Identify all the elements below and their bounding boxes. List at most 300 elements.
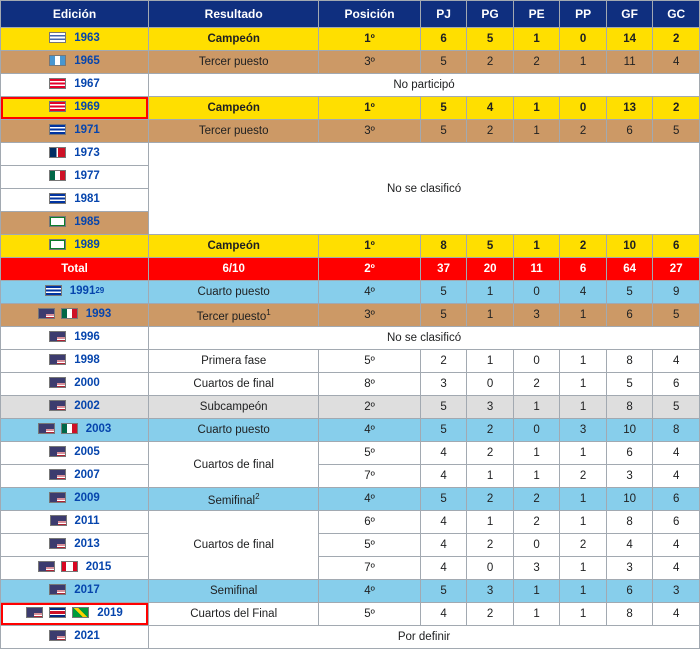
result-label: Cuarto puesto	[197, 286, 270, 298]
pe-cell: 0	[513, 534, 560, 557]
pp-cell: 4	[560, 281, 607, 304]
flag-icon-us	[49, 630, 66, 641]
edition-year: 1969	[74, 100, 100, 113]
flag-group	[49, 78, 70, 89]
table-row	[1, 97, 700, 120]
flag-icon-cu	[49, 124, 66, 135]
pos-cell: 5º	[319, 442, 421, 465]
table-head	[1, 1, 700, 28]
table-row	[1, 304, 700, 327]
edition-cell[interactable]	[1, 51, 149, 74]
pp-cell: 1	[560, 51, 607, 74]
pg-cell: 5	[467, 235, 514, 258]
edition-cell[interactable]	[1, 143, 149, 166]
pos-cell: 1º	[319, 28, 421, 51]
gf-cell: 6	[606, 120, 653, 143]
edition-cell[interactable]	[1, 235, 149, 258]
pp-cell: 1	[560, 557, 607, 580]
edition-year: 1993	[85, 307, 112, 320]
column-header-gc: GC	[653, 1, 700, 28]
edition-cell[interactable]	[1, 557, 149, 580]
edition-cell[interactable]	[1, 534, 149, 557]
pj-cell: 4	[420, 534, 467, 557]
result-cell	[149, 51, 319, 74]
flag-icon-cr	[49, 607, 66, 618]
table-row	[1, 396, 700, 419]
flag-group	[49, 538, 70, 549]
edition-year: Total	[61, 263, 88, 275]
result-footnote[interactable]: 1	[266, 307, 271, 317]
gf-cell: 5	[606, 281, 653, 304]
column-header-pj: PJ	[420, 1, 467, 28]
flag-icon-jm	[72, 607, 89, 618]
gf-cell: 14	[606, 28, 653, 51]
pe-cell: 1	[513, 97, 560, 120]
pe-cell: 2	[513, 373, 560, 396]
edition-cell[interactable]	[1, 97, 149, 120]
table-header-row	[1, 1, 700, 28]
edition-cell[interactable]	[1, 350, 149, 373]
pp-cell: 1	[560, 350, 607, 373]
column-header-pg: PG	[467, 1, 514, 28]
result-label: Campeón	[207, 240, 260, 252]
table-row	[1, 488, 700, 511]
pos-cell: 8º	[319, 373, 421, 396]
pp-cell: 2	[560, 120, 607, 143]
edition-cell[interactable]	[1, 419, 149, 442]
pg-cell: 1	[467, 350, 514, 373]
flag-group	[49, 32, 70, 43]
table-row	[1, 580, 700, 603]
pp-cell: 2	[560, 534, 607, 557]
table-row	[1, 143, 700, 166]
flag-icon-pr	[49, 101, 66, 112]
edition-year: 2017	[74, 583, 100, 596]
flag-group	[49, 55, 70, 66]
result-label: Campeón	[207, 33, 260, 45]
flag-icon-us	[49, 446, 66, 457]
pos-cell: 4º	[319, 419, 421, 442]
flag-icon-mx	[61, 308, 78, 319]
result-label: Subcampeón	[199, 401, 268, 413]
column-header-pe: PE	[513, 1, 560, 28]
pj-cell: 4	[420, 511, 467, 534]
pg-cell: 1	[467, 304, 514, 327]
flag-icon-cu	[49, 193, 66, 204]
pp-cell: 1	[560, 511, 607, 534]
pp-cell: 2	[560, 465, 607, 488]
flag-icon-us	[49, 538, 66, 549]
edition-year: 1985	[74, 215, 100, 228]
flag-group	[49, 446, 70, 457]
table-row	[1, 327, 700, 350]
table-row	[1, 373, 700, 396]
pp-cell: 0	[560, 28, 607, 51]
pj-cell: 5	[420, 488, 467, 511]
flag-icon-pr	[49, 78, 66, 89]
pg-cell: 2	[467, 120, 514, 143]
gc-cell: 6	[653, 373, 700, 396]
flag-group	[50, 515, 71, 526]
pos-cell: 3º	[319, 120, 421, 143]
gc-cell: 2	[653, 97, 700, 120]
pos-cell: 5º	[319, 603, 421, 626]
edition-cell[interactable]	[1, 327, 149, 350]
gc-cell: 4	[653, 442, 700, 465]
gc-cell: 5	[653, 120, 700, 143]
gc-cell: 27	[653, 258, 700, 281]
edition-year: 1977	[74, 169, 100, 182]
edition-year: 2011	[74, 514, 100, 527]
pg-cell: 0	[467, 373, 514, 396]
flag-icon-us	[49, 331, 66, 342]
pe-cell: 2	[513, 511, 560, 534]
result-cell	[149, 28, 319, 51]
gc-cell: 4	[653, 557, 700, 580]
pg-cell: 1	[467, 281, 514, 304]
pj-cell: 8	[420, 235, 467, 258]
flag-group	[49, 216, 70, 227]
status-cell: Por definir	[149, 626, 700, 649]
pe-cell: 1	[513, 120, 560, 143]
edition-year: 2002	[74, 399, 100, 412]
pg-cell: 2	[467, 603, 514, 626]
pg-cell: 3	[467, 580, 514, 603]
gf-cell: 3	[606, 465, 653, 488]
flag-group	[49, 354, 70, 365]
result-cell	[149, 419, 319, 442]
result-cell	[149, 235, 319, 258]
table-row	[1, 281, 700, 304]
pp-cell: 1	[560, 488, 607, 511]
pg-cell: 2	[467, 51, 514, 74]
flag-group	[49, 492, 70, 503]
flag-group	[49, 101, 70, 112]
flag-group	[49, 147, 70, 158]
result-cell	[149, 258, 319, 281]
table-row	[1, 557, 700, 580]
pg-cell: 2	[467, 419, 514, 442]
gf-cell: 8	[606, 350, 653, 373]
gc-cell: 6	[653, 511, 700, 534]
column-header-pp: PP	[560, 1, 607, 28]
edition-year: 2000	[74, 376, 100, 389]
flag-icon-us	[26, 607, 43, 618]
pp-cell: 1	[560, 603, 607, 626]
pe-cell: 0	[513, 419, 560, 442]
table-row	[1, 350, 700, 373]
pg-cell: 2	[467, 534, 514, 557]
edition-year: 1998	[74, 353, 100, 366]
pp-cell: 1	[560, 396, 607, 419]
edition-cell[interactable]	[1, 580, 149, 603]
edition-cell[interactable]	[1, 189, 149, 212]
edition-year: 2015	[85, 560, 112, 573]
pe-cell: 3	[513, 304, 560, 327]
gc-cell: 4	[653, 534, 700, 557]
result-cell	[149, 396, 319, 419]
pg-cell: 0	[467, 557, 514, 580]
edition-year: 1981	[74, 192, 100, 205]
pos-cell: 4º	[319, 488, 421, 511]
edition-cell[interactable]	[1, 74, 149, 97]
flag-group	[49, 239, 70, 250]
status-cell: No se clasificó	[149, 327, 700, 350]
column-header-resultado: Resultado	[149, 1, 319, 28]
pe-cell: 1	[513, 235, 560, 258]
result-label: 6/10	[222, 263, 245, 275]
edition-year: 2005	[74, 445, 100, 458]
edition-year: 2013	[74, 537, 100, 550]
edition-cell[interactable]	[1, 442, 149, 465]
table-row	[1, 28, 700, 51]
gc-cell: 5	[653, 396, 700, 419]
pj-cell: 5	[420, 97, 467, 120]
pe-cell: 3	[513, 557, 560, 580]
edition-cell[interactable]	[1, 212, 149, 235]
pj-cell: 3	[420, 373, 467, 396]
pos-cell: 6º	[319, 511, 421, 534]
flag-icon-gt	[49, 55, 66, 66]
gf-cell: 8	[606, 603, 653, 626]
edition-cell[interactable]	[1, 511, 149, 534]
pos-cell: 7º	[319, 465, 421, 488]
result-cell	[149, 373, 319, 396]
edition-year: 1996	[74, 330, 100, 343]
gf-cell: 6	[606, 580, 653, 603]
flag-icon-us	[50, 515, 67, 526]
result-label: Semifinal	[207, 494, 256, 507]
edition-footnote[interactable]: 29	[95, 286, 105, 296]
pe-cell: 2	[513, 488, 560, 511]
table-row	[1, 534, 700, 557]
table-row	[1, 626, 700, 649]
table-row	[1, 419, 700, 442]
gc-cell: 9	[653, 281, 700, 304]
flag-icon-ca	[61, 561, 78, 572]
table-row	[1, 120, 700, 143]
pp-cell: 0	[560, 97, 607, 120]
pj-cell: 4	[420, 465, 467, 488]
flag-icon-us	[49, 354, 66, 365]
pj-cell: 4	[420, 557, 467, 580]
edition-cell[interactable]	[1, 120, 149, 143]
result-cell	[149, 488, 319, 511]
pg-cell: 20	[467, 258, 514, 281]
gf-cell: 13	[606, 97, 653, 120]
edition-cell[interactable]	[1, 166, 149, 189]
result-footnote[interactable]: 2	[255, 491, 260, 501]
result-cell	[149, 304, 319, 327]
table-row	[1, 603, 700, 626]
pos-cell: 5º	[319, 534, 421, 557]
edition-year: 1989	[74, 238, 100, 251]
result-cell	[149, 281, 319, 304]
table-row	[1, 235, 700, 258]
pj-cell: 4	[420, 442, 467, 465]
edition-year: 1973	[74, 146, 100, 159]
pos-cell: 3º	[319, 304, 421, 327]
result-label: Campeón	[207, 102, 260, 114]
flag-group	[49, 377, 70, 388]
gc-cell: 4	[653, 350, 700, 373]
gf-cell: 6	[606, 442, 653, 465]
result-label: Cuartos del Final	[190, 608, 278, 620]
gc-cell: 8	[653, 419, 700, 442]
column-header-gf: GF	[606, 1, 653, 28]
flag-group	[26, 607, 93, 618]
gf-cell: 64	[606, 258, 653, 281]
result-cell	[149, 97, 319, 120]
result-label: Tercer puesto	[198, 56, 269, 68]
flag-group	[49, 193, 70, 204]
edition-year: 1991	[69, 284, 96, 297]
pp-cell: 3	[560, 419, 607, 442]
pg-cell: 1	[467, 511, 514, 534]
edition-cell[interactable]	[1, 304, 149, 327]
table-row	[1, 511, 700, 534]
flag-icon-us	[38, 308, 55, 319]
edition-year: 2007	[74, 468, 100, 481]
edition-cell[interactable]	[1, 281, 149, 304]
pg-cell: 1	[467, 465, 514, 488]
gc-cell: 6	[653, 488, 700, 511]
pp-cell: 1	[560, 304, 607, 327]
pos-cell: 1º	[319, 97, 421, 120]
flag-icon-us	[49, 400, 66, 411]
pp-cell: 1	[560, 442, 607, 465]
gc-cell: 3	[653, 580, 700, 603]
pp-cell: 2	[560, 235, 607, 258]
pe-cell: 1	[513, 442, 560, 465]
edition-year: 2019	[97, 606, 123, 619]
flag-group	[49, 124, 70, 135]
pj-cell: 2	[420, 350, 467, 373]
gc-cell: 4	[653, 603, 700, 626]
pp-cell: 6	[560, 258, 607, 281]
edition-cell[interactable]	[1, 488, 149, 511]
pe-cell: 1	[513, 465, 560, 488]
pe-cell: 1	[513, 580, 560, 603]
pj-cell: 5	[420, 120, 467, 143]
pp-cell: 1	[560, 580, 607, 603]
flag-icon-uy	[49, 32, 66, 43]
result-cell	[149, 442, 319, 488]
gf-cell: 4	[606, 534, 653, 557]
result-cell	[149, 350, 319, 373]
pos-cell: 4º	[319, 580, 421, 603]
flag-group	[49, 469, 70, 480]
result-label: Primera fase	[201, 355, 267, 367]
pe-cell: 1	[513, 603, 560, 626]
edition-cell[interactable]	[1, 626, 149, 649]
pos-cell: 4º	[319, 281, 421, 304]
gc-cell: 5	[653, 304, 700, 327]
gf-cell: 3	[606, 557, 653, 580]
pj-cell: 4	[420, 603, 467, 626]
pj-cell: 37	[420, 258, 467, 281]
flag-group	[45, 285, 66, 296]
edition-cell[interactable]	[1, 373, 149, 396]
gf-cell: 11	[606, 51, 653, 74]
edition-year: 1971	[74, 123, 100, 136]
pe-cell: 0	[513, 281, 560, 304]
flag-icon-mx	[61, 423, 78, 434]
pg-cell: 3	[467, 396, 514, 419]
gf-cell: 10	[606, 488, 653, 511]
flag-icon-us	[49, 377, 66, 388]
pe-cell: 0	[513, 350, 560, 373]
pg-cell: 5	[467, 28, 514, 51]
result-cell	[149, 120, 319, 143]
result-label: Cuarto puesto	[197, 424, 270, 436]
flag-icon-us	[49, 584, 66, 595]
pe-cell: 1	[513, 28, 560, 51]
result-cell	[149, 511, 319, 580]
pos-cell: 1º	[319, 235, 421, 258]
pg-cell: 4	[467, 97, 514, 120]
table-row	[1, 74, 700, 97]
pp-cell: 1	[560, 373, 607, 396]
pj-cell: 5	[420, 304, 467, 327]
edition-cell[interactable]	[1, 603, 149, 626]
pj-cell: 5	[420, 51, 467, 74]
flag-group	[49, 630, 70, 641]
pj-cell: 5	[420, 419, 467, 442]
result-label: Tercer puesto	[196, 310, 267, 323]
gc-cell: 2	[653, 28, 700, 51]
pg-cell: 2	[467, 442, 514, 465]
result-cell	[149, 603, 319, 626]
flag-group	[49, 331, 70, 342]
flag-group	[38, 423, 82, 434]
result-label: Cuartos de final	[193, 539, 274, 551]
pj-cell: 5	[420, 580, 467, 603]
pos-cell: 3º	[319, 51, 421, 74]
table-row	[1, 465, 700, 488]
flag-group	[49, 170, 70, 181]
gf-cell: 8	[606, 396, 653, 419]
edition-year: 1967	[74, 77, 100, 90]
gf-cell: 5	[606, 373, 653, 396]
flag-icon-us	[49, 469, 66, 480]
gc-cell: 6	[653, 235, 700, 258]
edition-cell[interactable]	[1, 465, 149, 488]
result-label: Cuartos de final	[193, 458, 274, 471]
flag-group	[49, 400, 70, 411]
edition-cell[interactable]	[1, 28, 149, 51]
pos-cell: 2º	[319, 258, 421, 281]
pj-cell: 6	[420, 28, 467, 51]
table-body	[1, 28, 700, 649]
pj-cell: 5	[420, 281, 467, 304]
flag-icon-do	[49, 147, 66, 158]
pos-cell: 5º	[319, 350, 421, 373]
edition-year: 2021	[74, 629, 100, 642]
gf-cell: 6	[606, 304, 653, 327]
gc-cell: 4	[653, 51, 700, 74]
flag-icon-cu	[45, 285, 62, 296]
pe-cell: 11	[513, 258, 560, 281]
pe-cell: 2	[513, 51, 560, 74]
gf-cell: 10	[606, 419, 653, 442]
flag-group	[38, 561, 82, 572]
edition-cell[interactable]	[1, 258, 149, 281]
result-label: Cuartos de final	[193, 378, 274, 390]
pos-cell: 7º	[319, 557, 421, 580]
edition-year: 1963	[74, 31, 100, 44]
edition-cell[interactable]	[1, 396, 149, 419]
